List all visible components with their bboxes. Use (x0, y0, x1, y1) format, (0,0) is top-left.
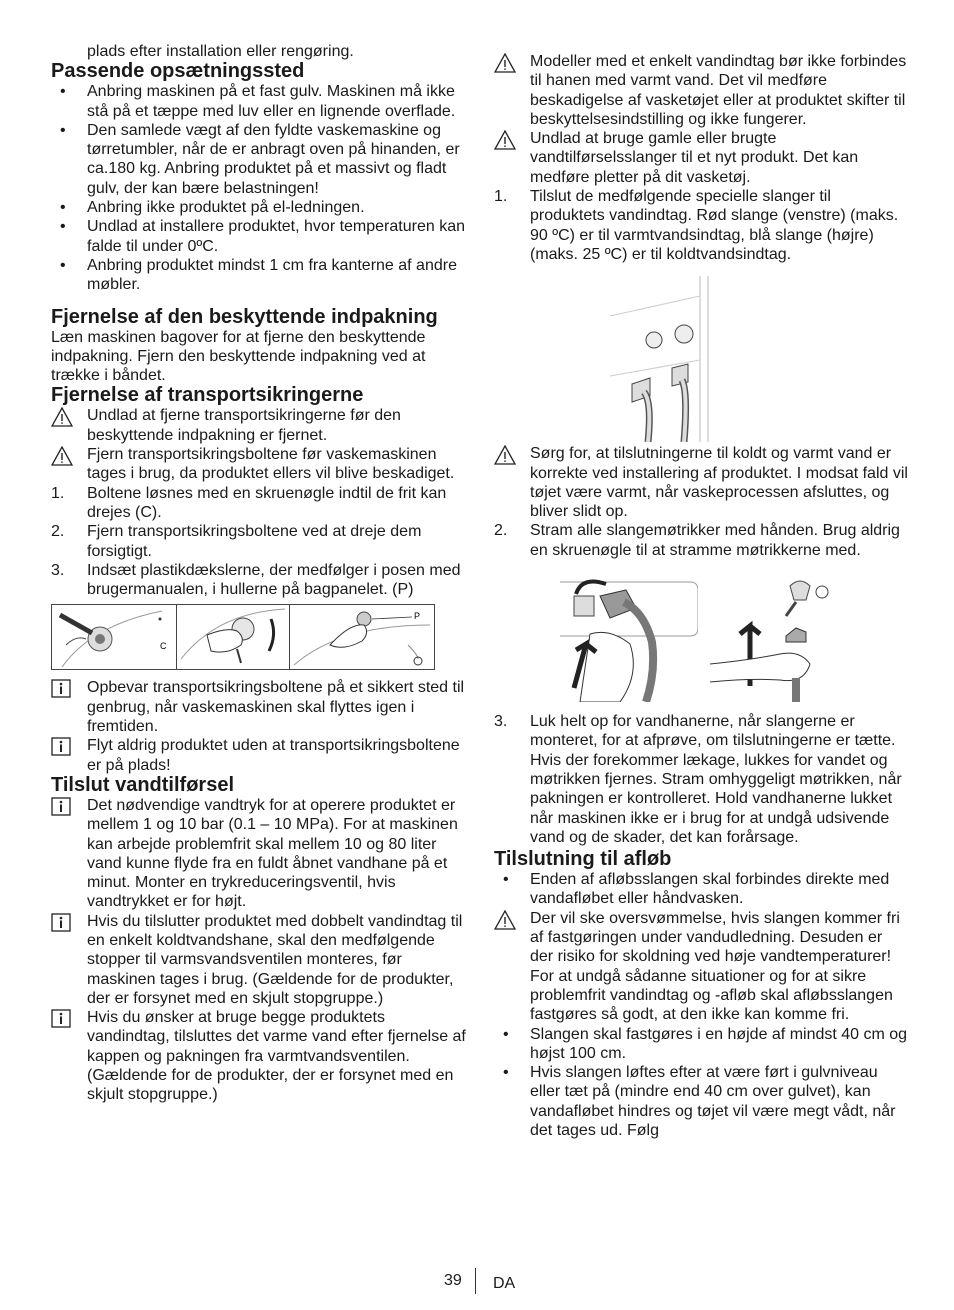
numbered-step: 3. Luk helt op for vandhanerne, når slangerne er monteret, for at afprøve, om tilslutningerne er tætte. Hvis der forekommer lækage, lukkes for vandet og møtrikken fjernes. Stram omhyggeligt møtrikken, når pakningen er kontrolleret. Hold vandhanerne lukket når maskinen ikke er i brug for at undgå udsivende vand og de skader, det kan forårsage. (494, 713, 902, 846)
warning-icon (494, 53, 516, 73)
warning-icon (51, 446, 73, 466)
heading-water-supply: Tilslut vandtilførsel (51, 773, 234, 796)
bolt-removal-illustration (177, 604, 290, 670)
list-item: • Anbring maskinen på et fast gulv. Maskinen må ikke stå på et tæppe med luv eller en lignende overflade. (60, 83, 456, 120)
right-column (494, 52, 908, 1140)
wrench-illustration (51, 604, 177, 670)
numbered-step: 1. Boltene løsnes med en skruenøgle indtil de frit kan drejes (C). (51, 484, 447, 521)
page-number: 39 (444, 1272, 462, 1289)
warning-note: Undlad at fjerne transportsikringerne før den beskyttende indpakning er fjernet. (51, 406, 466, 445)
attach-hose-illustration (710, 568, 840, 702)
hose-inlet-figure (610, 276, 714, 442)
heading-drain-connection: Tilslutning til afløb (494, 848, 672, 871)
info-icon (51, 797, 71, 816)
label-c: C (160, 641, 167, 652)
info-icon (51, 913, 71, 932)
warning-note: Der vil ske oversvømmelse, hvis slangen kommer fri af fastgøringen under vandudledning. Desuden er der risiko for skoldning ved høje vandtemperaturer! For at undgå sådanne situationer og for at sikre problemfrit vandindtag og -afløb skal afløbsslangen fastgøres så godt, at den ikke kan komme fri. (494, 909, 908, 1025)
intro-text: plads efter installation eller rengøring. (87, 43, 354, 60)
language-code: DA (493, 1275, 516, 1292)
numbered-step: 2. Fjern transportsikringsboltene ved at dreje dem forsigtigt. (51, 523, 422, 560)
list-item: • Slangen skal fastgøres i en højde af mindst 40 cm og højst 100 cm. (503, 1025, 908, 1062)
list-item: • Den samlede vægt af den fyldte vaskemaskine og tørretumbler, når de er anbragt oven på hinanden, er ca.180 kg. Anbring produktet på et massivt og fladt gulv, der kan bære belastningen! (60, 121, 460, 197)
info-note: Det nødvendige vandtryk for at operere produktet er mellem 1 og 10 bar (0.1 – 10 MPa). For at maskinen kan arbejde problemfrit skal mellem 10 og 80 liter vand kunne flyde fra en fuldt åbnet vandhane på et minut. Monter en trykreduceringsventil, hvis vandtrykket er for højt. (51, 796, 466, 912)
footer-divider (475, 1268, 476, 1294)
warning-note: Modeller med et enkelt vandindtag bør ikke forbindes til hanen med varmt vand. Det vil medføre beskadigelse af vasketøjet eller at produktet skifter til beskyttelsesindstilling og ikke fungerer. (494, 52, 908, 129)
info-note: Hvis du ønsker at bruge begge produktets vandindtag, tilsluttes det varme vand efter fjernelse af kappen og pakningen fra varmtvandsventilen. (Gældende for de produkter, der er forsynet med en skjult stopgruppe.) (51, 1008, 466, 1104)
numbered-step: 3. Indsæt plastikdækslerne, der medfølger i posen med brugermanualen, i hullerne på bagpanelet. (P) (51, 561, 461, 599)
info-icon (51, 679, 71, 698)
warning-note: Sørg for, at tilslutningerne til koldt og varmt vand er korrekte ved installering af produktet. I modsat fald vil tøjet være varmt, når vaskeprocessen afsluttes, og bliver slidt op. (494, 444, 908, 521)
info-note: Flyt aldrig produktet uden at transportsikringsboltene er på plads! (51, 736, 466, 775)
warning-note: Undlad at bruge gamle eller brugte vandtilførselsslanger til et nyt produkt. Det kan medføre pletter på dit vasketøj. (494, 129, 908, 187)
warning-icon (51, 407, 73, 427)
packaging-text: Læn maskinen bagover for at fjerne den beskyttende indpakning. Fjern den beskyttende indpakning ved at trække i båndet. (51, 328, 426, 385)
hand-tighten-figures (560, 568, 908, 702)
warning-icon (494, 445, 516, 465)
warning-icon (494, 130, 516, 150)
list-item: • Anbring ikke produktet på el-ledningen. (60, 199, 365, 217)
heading-transport-bolts: Fjernelse af transportsikringerne (51, 384, 364, 407)
info-icon (51, 1009, 71, 1028)
info-note: Opbevar transportsikringsboltene på et sikkert sted til genbrug, når vaskemaskinen skal flyttes igen i fremtiden. (51, 678, 466, 736)
plastic-cap-illustration (290, 604, 435, 670)
left-column (51, 42, 466, 1105)
transport-bolt-figures (51, 604, 466, 670)
list-item: • Enden af afløbsslangen skal forbindes direkte med vandafløbet eller håndvasken. (503, 871, 890, 908)
tighten-nut-illustration (560, 568, 698, 702)
list-item: • Hvis slangen løftes efter at være ført i gulvniveau eller tæt på (mindre end 40 cm over gulvet), kan vandafløbet hindres og tøjet vil være megt vådt, når det tages ud. Følg (503, 1064, 896, 1139)
numbered-step: 2. Stram alle slangemøtrikker med hånden. Brug aldrig en skruenøgle til at stramme møtrikkerne med. (494, 522, 900, 559)
list-item: • Anbring produktet mindst 1 cm fra kanterne af andre møbler. (60, 256, 457, 294)
label-p: P (414, 611, 421, 622)
heading-setup-location: Passende opsætningssted (51, 60, 305, 83)
warning-note: Fjern transportsikringsboltene før vaskemaskinen tages i brug, da produktet ellers vil blive beskadiget. (51, 445, 466, 484)
info-icon (51, 737, 71, 756)
numbered-step: 1. Tilslut de medfølgende specielle slanger til produktets vandindtag. Rød slange (venstre) (maks. 90 ºC) er til varmtvandsindtag, blå slange (højre) (maks. 25 ºC) er til koldtvandsindtag. (494, 188, 899, 263)
list-item: • Undlad at installere produktet, hvor temperaturen kan falde til under 0ºC. (60, 218, 465, 255)
info-note: Hvis du tilslutter produktet med dobbelt vandindtag til en enkelt koldtvandshane, skal den medfølgende stopper til varmsvandsventilen monteres, før maskinen tages i brug. (Gældende for de produkter, der er forsynet med en skjult stopgruppe.) (51, 912, 466, 1008)
warning-icon (494, 910, 516, 930)
heading-remove-packaging: Fjernelse af den beskyttende indpakning (51, 305, 438, 328)
